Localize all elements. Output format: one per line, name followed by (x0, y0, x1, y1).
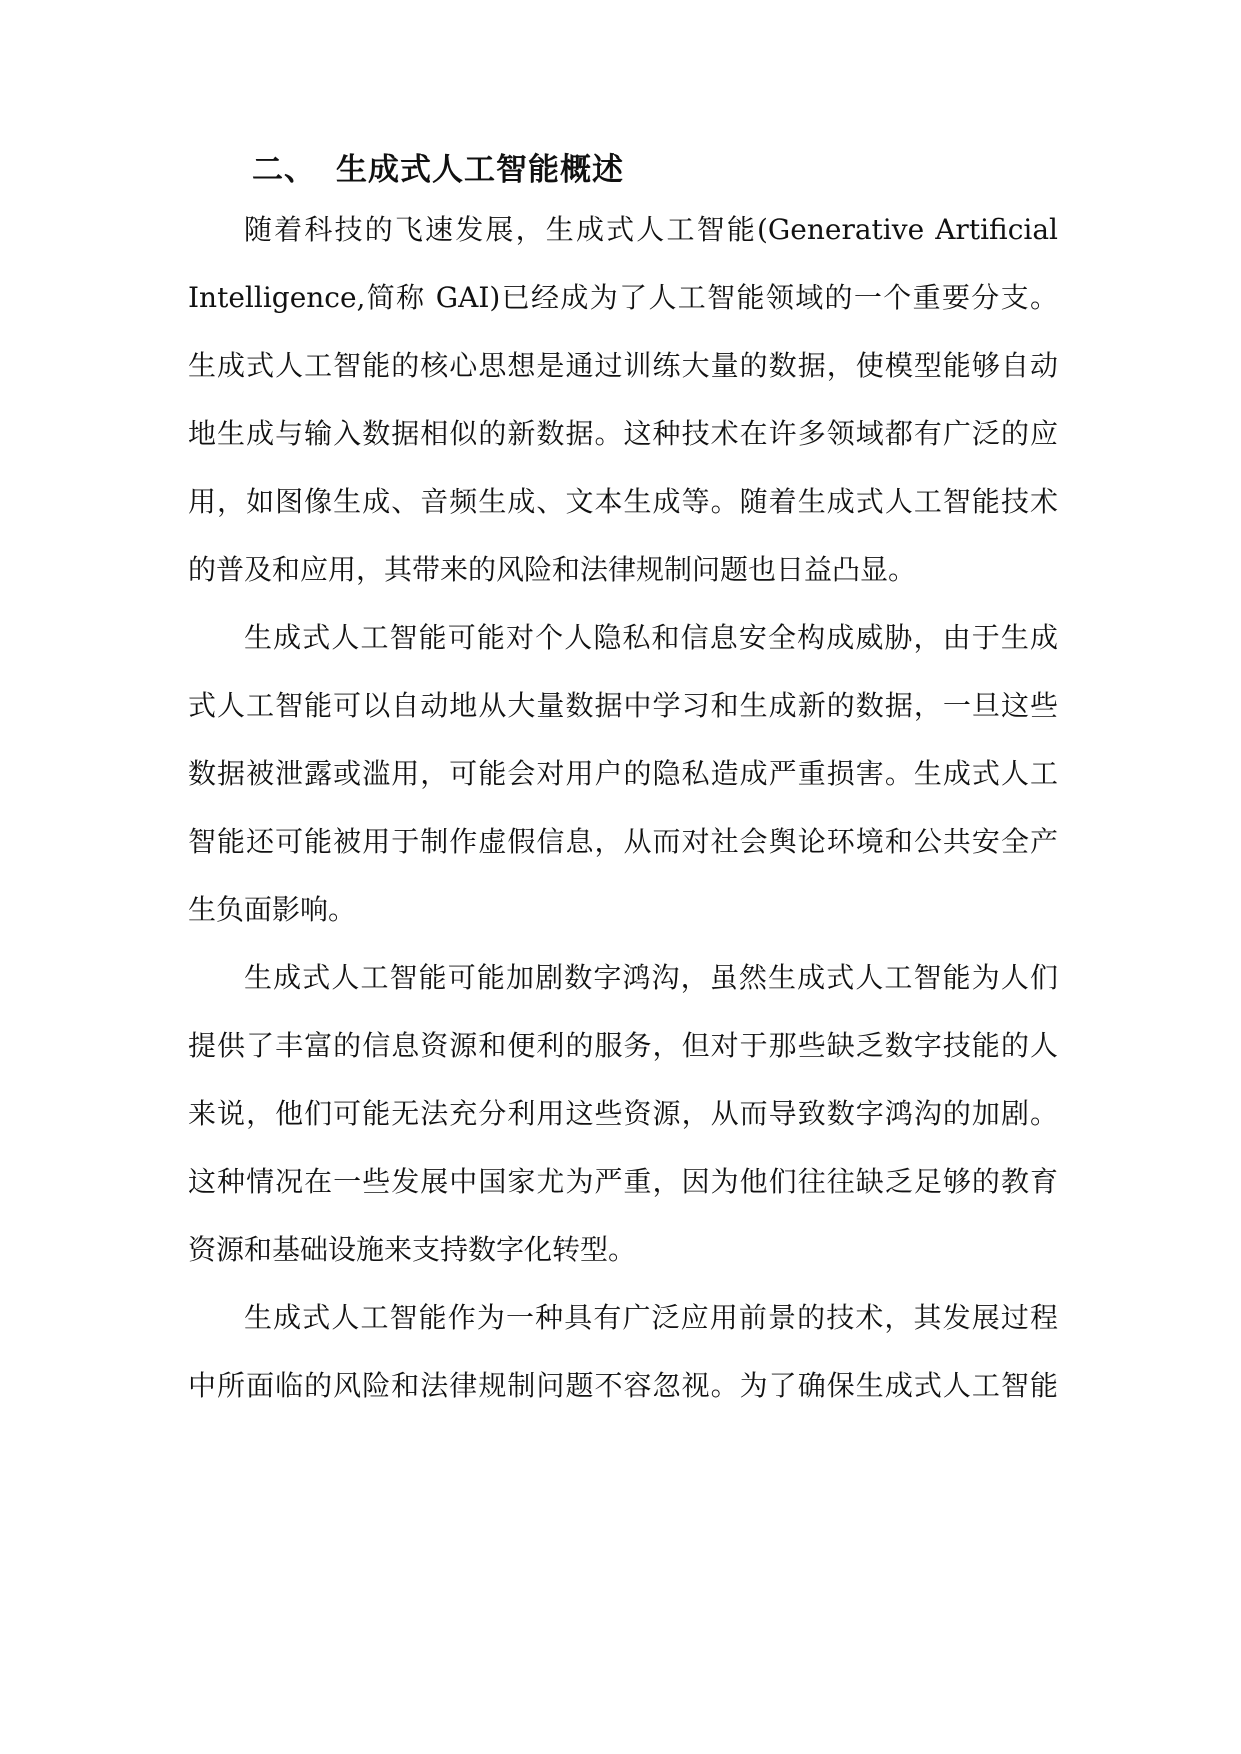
paragraph-3-line: 来说，他们可能无法充分利用这些资源，从而导致数字鸿沟的加剧。 (188, 1097, 1058, 1130)
paragraph-1-line: 用，如图像生成、音频生成、文本生成等。随着生成式人工智能技术 (188, 485, 1058, 518)
paragraph-1-line: 地生成与输入数据相似的新数据。这种技术在许多领域都有广泛的应 (188, 417, 1058, 450)
paragraph-3-line: 生成式人工智能可能加剧数字鸿沟，虽然生成式人工智能为人们 (244, 961, 1058, 994)
section-number: 二、 (252, 152, 316, 188)
section-heading (252, 146, 624, 194)
paragraph-3-line: 提供了丰富的信息资源和便利的服务，但对于那些缺乏数字技能的人 (188, 1029, 1058, 1062)
paragraph-3-line: 资源和基础设施来支持数字化转型。 (188, 1233, 637, 1266)
paragraph-3-line: 这种情况在一些发展中国家尤为严重，因为他们往往缺乏足够的教育 (188, 1165, 1058, 1198)
paragraph-1-line: 随着科技的飞速发展，生成式人工智能(Generative Artificial (244, 213, 1058, 246)
paragraph-1-line: 生成式人工智能的核心思想是通过训练大量的数据，使模型能够自动 (188, 349, 1058, 382)
paragraph-2-line: 生成式人工智能可能对个人隐私和信息安全构成威胁，由于生成 (244, 621, 1058, 654)
paragraph-4-line: 中所面临的风险和法律规制问题不容忽视。为了确保生成式人工智能 (188, 1369, 1058, 1402)
paragraph-2-line: 式人工智能可以自动地从大量数据中学习和生成新的数据，一旦这些 (188, 689, 1058, 722)
paragraph-2-line: 数据被泄露或滥用，可能会对用户的隐私造成严重损害。生成式人工 (188, 757, 1058, 790)
paragraph-4-line: 生成式人工智能作为一种具有广泛应用前景的技术，其发展过程 (244, 1301, 1058, 1334)
paragraph-2-line: 智能还可能被用于制作虚假信息，从而对社会舆论环境和公共安全产 (188, 825, 1058, 858)
paragraph-1-line: 的普及和应用，其带来的风险和法律规制问题也日益凸显。 (188, 553, 917, 586)
section-title: 生成式人工智能概述 (336, 152, 624, 188)
paragraph-1-line: Intelligence,简称 GAI)已经成为了人工智能领域的一个重要分支。 (188, 281, 1058, 314)
paragraph-2-line: 生负面影响。 (188, 893, 357, 926)
